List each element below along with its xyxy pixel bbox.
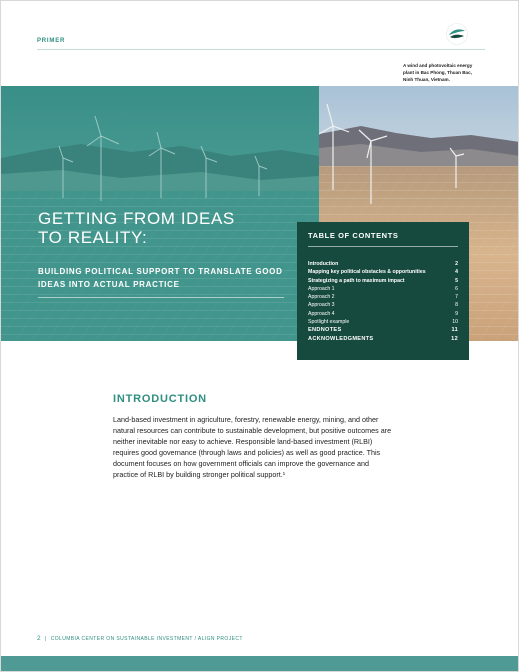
toc-item-approach-2[interactable]: Approach 2 7 <box>308 294 458 301</box>
page-footer <box>37 635 243 642</box>
hero-title-line1: GETTING FROM IDEAS <box>38 209 235 228</box>
footer-separator: | <box>45 636 47 642</box>
ccsi-leaf-logo-icon <box>446 23 468 45</box>
hero-subtitle: BUILDING POLITICAL SUPPORT TO TRANSLATE GOOD IDEAS INTO ACTUAL PRACTICE <box>38 267 283 289</box>
toc-title: TABLE OF CONTENTS <box>308 231 399 240</box>
toc-item-approach-1[interactable]: Approach 1 6 <box>308 285 458 292</box>
footer-text: COLUMBIA CENTER ON SUSTAINABLE INVESTMENT / ALIGN PROJECT <box>50 636 243 642</box>
toc-item-introduction[interactable]: Introduction 2 <box>308 261 458 267</box>
hero-rule <box>38 297 284 298</box>
toc-item-acknowledgments[interactable]: ACKNOWLEDGMENTS 12 <box>308 335 458 342</box>
header-rule <box>37 49 485 50</box>
toc-item-mapping[interactable]: Mapping key political obstacles & opportunities 4 <box>308 269 458 276</box>
toc-item-approach-3[interactable]: Approach 3 8 <box>308 302 458 309</box>
hero-title <box>38 209 298 247</box>
hero-title-line2: TO REALITY: <box>38 228 148 247</box>
table-of-contents <box>297 222 469 360</box>
toc-rule <box>308 246 458 247</box>
toc-item-strategizing[interactable]: Strategizing a path to maximum impact 5 <box>308 277 458 284</box>
bottom-color-bar <box>1 656 519 672</box>
introduction-body: Land-based investment in agriculture, forestry, renewable energy, mining, and other natural resources can contribute to sustainable development, but positive outcomes are neither inevitable nor easy to achieve. Responsible land-based investment (RLBI) requires good governance (through laws and policies) as well as good practice. This document focuses on how government officials can improve the governance and practice of RLBI by building stronger political support.¹ <box>113 415 392 480</box>
photo-caption: A wind and photovoltaic energy plant in Bac Phong, Thuan Bac, Ninh Thuan, Vietnam. <box>403 63 473 82</box>
page-number: 2 <box>37 635 42 642</box>
section-label: PRIMER <box>37 38 66 44</box>
introduction-heading: INTRODUCTION <box>113 393 207 405</box>
toc-item-spotlight[interactable]: Spotlight example 10 <box>308 319 458 326</box>
toc-item-endnotes[interactable]: ENDNOTES 11 <box>308 327 458 334</box>
toc-item-approach-4[interactable]: Approach 4 9 <box>308 310 458 317</box>
